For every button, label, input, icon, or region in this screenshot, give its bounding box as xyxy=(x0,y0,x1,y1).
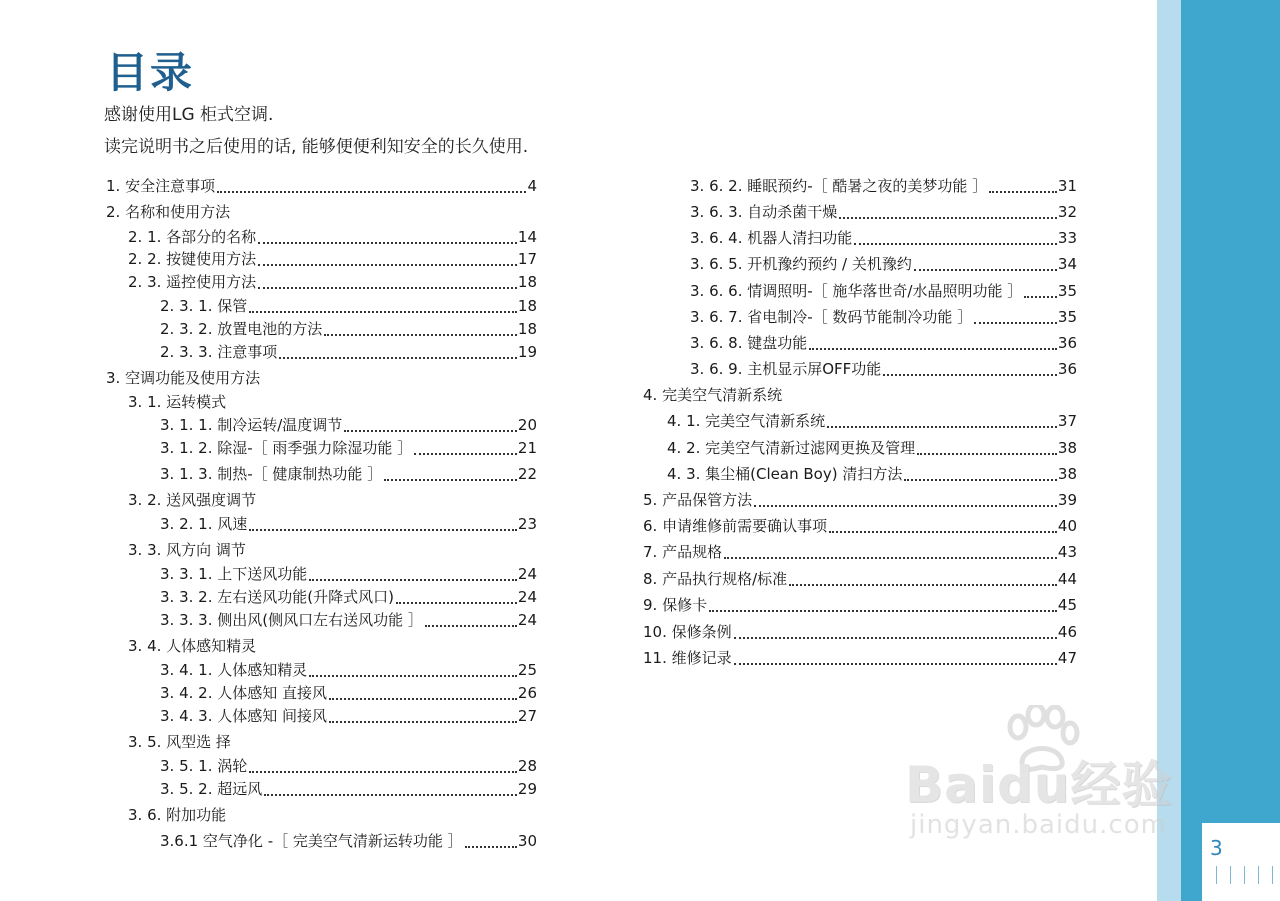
toc-entry xyxy=(160,415,537,435)
toc-entry-label: 3. 4. 1. 人体感知精灵 xyxy=(160,661,308,679)
toc-entry xyxy=(160,660,537,680)
toc-entry-label: 5. 产品保管方法 xyxy=(643,491,753,509)
toc-entry xyxy=(106,202,230,222)
toc-leader-dots xyxy=(734,663,1057,665)
toc-entry xyxy=(160,587,537,607)
toc-leader-dots xyxy=(883,374,1057,376)
toc-leader-dots xyxy=(724,557,1057,559)
toc-leader-dots xyxy=(709,610,1057,612)
toc-entry-label: 3. 5. 2. 超远风 xyxy=(160,780,263,798)
toc-entry-label: 3. 3. 风方向 调节 xyxy=(128,541,246,559)
toc-entry-page: 19 xyxy=(517,343,537,361)
toc-entry-page: 20 xyxy=(517,416,537,434)
toc-leader-dots xyxy=(854,243,1057,245)
toc-entry-label: 6. 申请维修前需要确认事项 xyxy=(643,517,828,535)
toc-leader-dots xyxy=(258,264,517,266)
toc-entry xyxy=(690,307,1077,327)
toc-entry-label: 3.6.1 空气净化 -［ 完美空气清新运转功能 ］ xyxy=(160,832,463,850)
toc-entry-label: 1. 安全注意事项 xyxy=(106,177,216,195)
toc-entry-label: 2. 3. 2. 放置电池的方法 xyxy=(160,320,323,338)
toc-entry-label: 3. 2. 送风强度调节 xyxy=(128,491,257,509)
toc-entry xyxy=(690,281,1077,301)
toc-entry-page: 22 xyxy=(517,465,537,483)
toc-entry-page: 27 xyxy=(517,707,537,725)
toc-entry-label: 3. 1. 3. 制热-［ 健康制热功能 ］ xyxy=(160,465,383,483)
toc-entry xyxy=(160,342,537,362)
toc-leader-dots xyxy=(324,334,517,336)
toc-entry xyxy=(690,202,1077,222)
toc-entry xyxy=(690,359,1077,379)
toc-leader-dots xyxy=(264,794,517,796)
toc-entry-label: 4. 1. 完美空气清新系统 xyxy=(667,412,826,430)
toc-entry xyxy=(160,756,537,776)
toc-entry xyxy=(643,516,1077,536)
toc-leader-dots xyxy=(1024,296,1057,298)
toc-entry-page: 24 xyxy=(517,565,537,583)
toc-entry xyxy=(690,228,1077,248)
toc-entry-page: 17 xyxy=(517,250,537,268)
toc-entry-label: 3. 5. 1. 涡轮 xyxy=(160,757,248,775)
toc-leader-dots xyxy=(754,505,1057,507)
toc-entry-label: 3. 6. 5. 开机豫约预约 / 关机豫约 xyxy=(690,255,912,273)
toc-entry xyxy=(643,385,782,405)
watermark xyxy=(905,705,1205,855)
toc-entry-label: 3. 3. 1. 上下送风功能 xyxy=(160,565,308,583)
toc-entry-page: 26 xyxy=(517,684,537,702)
toc-entry-label: 2. 3. 遥控使用方法 xyxy=(128,273,257,291)
toc-leader-dots xyxy=(414,453,517,455)
toc-leader-dots xyxy=(904,479,1057,481)
toc-entry-page: 18 xyxy=(517,320,537,338)
toc-entry-page: 38 xyxy=(1057,465,1077,483)
toc-entry-page: 4 xyxy=(527,177,537,195)
toc-entry-page: 28 xyxy=(517,757,537,775)
toc-leader-dots xyxy=(249,311,517,313)
toc-entry-label: 3. 1. 1. 制冷运转/温度调节 xyxy=(160,416,343,434)
toc-leader-dots xyxy=(989,191,1057,193)
toc-leader-dots xyxy=(789,584,1057,586)
toc-leader-dots xyxy=(309,675,517,677)
toc-entry-label: 3. 2. 1. 风速 xyxy=(160,515,248,533)
toc-entry xyxy=(128,732,231,752)
toc-leader-dots xyxy=(914,269,1057,271)
toc-entry-page: 37 xyxy=(1057,412,1077,430)
toc-leader-dots xyxy=(258,287,517,289)
toc-entry-label: 3. 3. 2. 左右送风功能(升降式风口) xyxy=(160,588,394,606)
toc-entry xyxy=(160,831,537,851)
toc-leader-dots xyxy=(329,721,517,723)
toc-entry-label: 2. 1. 各部分的名称 xyxy=(128,228,257,246)
toc-entry-page: 18 xyxy=(517,273,537,291)
toc-entry-label: 3. 5. 风型选 择 xyxy=(128,733,231,751)
toc-entry xyxy=(160,706,537,726)
toc-entry xyxy=(643,595,1077,615)
toc-entry xyxy=(160,296,537,316)
toc-entry xyxy=(128,805,226,825)
toc-entry-page: 47 xyxy=(1057,649,1077,667)
toc-leader-dots xyxy=(809,348,1057,350)
toc-leader-dots xyxy=(217,191,526,193)
toc-entry-page: 35 xyxy=(1057,308,1077,326)
toc-entry-page: 14 xyxy=(517,228,537,246)
toc-leader-dots xyxy=(425,625,517,627)
toc-entry xyxy=(643,490,1077,510)
toc-entry-label: 3. 4. 3. 人体感知 间接风 xyxy=(160,707,328,725)
toc-leader-dots xyxy=(917,453,1057,455)
toc-entry-page: 45 xyxy=(1057,596,1077,614)
toc-entry-label: 3. 空调功能及使用方法 xyxy=(106,369,261,387)
toc-entry xyxy=(160,319,537,339)
toc-entry-label: 3. 1. 2. 除湿-［ 雨季强力除湿功能 ］ xyxy=(160,439,413,457)
toc-leader-dots xyxy=(396,602,517,604)
page-ruler-ticks xyxy=(1214,866,1280,886)
toc-entry xyxy=(690,254,1077,274)
toc-entry-page: 21 xyxy=(517,439,537,457)
toc-entry xyxy=(128,636,256,656)
toc-entry-label: 3. 6. 7. 省电制冷-［ 数码节能制冷功能 ］ xyxy=(690,308,973,326)
intro-line-2: 读完说明书之后使用的话, 能够便便利知安全的长久使用. xyxy=(104,137,529,157)
toc-leader-dots xyxy=(839,217,1057,219)
toc-entry-page: 30 xyxy=(517,832,537,850)
toc-entry-page: 43 xyxy=(1057,543,1077,561)
toc-entry xyxy=(128,392,226,412)
toc-entry-page: 44 xyxy=(1057,570,1077,588)
toc-entry xyxy=(160,564,537,584)
toc-leader-dots xyxy=(974,322,1057,324)
watermark-brand: Baidu经验 xyxy=(905,756,1173,814)
toc-entry-label: 2. 3. 1. 保管 xyxy=(160,297,248,315)
toc-entry-label: 4. 3. 集尘桶(Clean Boy) 清扫方法 xyxy=(667,465,903,483)
toc-leader-dots xyxy=(384,479,517,481)
toc-entry xyxy=(667,411,1077,431)
toc-entry-label: 3. 6. 6. 情调照明-［ 施华落世奇/水晶照明功能 ］ xyxy=(690,282,1023,300)
toc-leader-dots xyxy=(258,242,517,244)
toc-entry-page: 35 xyxy=(1057,282,1077,300)
toc-entry-label: 2. 名称和使用方法 xyxy=(106,203,231,221)
toc-entry xyxy=(643,542,1077,562)
toc-entry xyxy=(643,648,1077,668)
toc-entry xyxy=(690,176,1077,196)
toc-leader-dots xyxy=(329,698,517,700)
toc-entry xyxy=(160,683,537,703)
toc-entry xyxy=(643,622,1077,642)
toc-entry-label: 7. 产品规格 xyxy=(643,543,723,561)
toc-entry xyxy=(128,227,537,247)
toc-entry-page: 36 xyxy=(1057,360,1077,378)
toc-entry xyxy=(160,610,537,630)
toc-entry-label: 4. 完美空气清新系统 xyxy=(643,386,783,404)
toc-entry-page: 33 xyxy=(1057,229,1077,247)
toc-entry-page: 31 xyxy=(1057,177,1077,195)
toc-entry xyxy=(128,272,537,292)
toc-entry xyxy=(106,176,537,196)
toc-entry xyxy=(667,464,1077,484)
toc-leader-dots xyxy=(829,531,1057,533)
toc-entry xyxy=(128,490,256,510)
page-title: 目录 xyxy=(106,48,195,97)
toc-entry xyxy=(160,464,537,484)
page-number: 3 xyxy=(1210,836,1223,860)
toc-entry-page: 34 xyxy=(1057,255,1077,273)
toc-entry xyxy=(643,569,1077,589)
toc-entry xyxy=(160,438,537,458)
intro-line-1: 感谢使用LG 柜式空调. xyxy=(104,105,274,125)
page-number-box xyxy=(1202,823,1280,901)
toc-entry-label: 3. 6. 4. 机器人清扫功能 xyxy=(690,229,853,247)
toc-entry-page: 23 xyxy=(517,515,537,533)
toc-entry-page: 25 xyxy=(517,661,537,679)
toc-leader-dots xyxy=(344,430,517,432)
toc-entry-label: 3. 4. 2. 人体感知 直接风 xyxy=(160,684,328,702)
toc-entry xyxy=(160,514,537,534)
toc-entry-label: 2. 2. 按键使用方法 xyxy=(128,250,257,268)
toc-entry-label: 3. 6. 2. 睡眠预约-［ 酷暑之夜的美梦功能 ］ xyxy=(690,177,988,195)
toc-leader-dots xyxy=(734,637,1057,639)
toc-entry-page: 29 xyxy=(517,780,537,798)
toc-entry-page: 36 xyxy=(1057,334,1077,352)
toc-entry-page: 46 xyxy=(1057,623,1077,641)
toc-entry-label: 4. 2. 完美空气清新过滤网更换及管理 xyxy=(667,439,916,457)
toc-entry xyxy=(128,249,537,269)
toc-leader-dots xyxy=(309,579,517,581)
toc-leader-dots xyxy=(279,357,517,359)
toc-entry-label: 11. 维修记录 xyxy=(643,649,732,667)
toc-entry-page: 18 xyxy=(517,297,537,315)
toc-entry-label: 3. 6. 附加功能 xyxy=(128,806,227,824)
toc-entry-page: 40 xyxy=(1057,517,1077,535)
toc-entry-label: 9. 保修卡 xyxy=(643,596,708,614)
toc-entry-label: 8. 产品执行规格/标准 xyxy=(643,570,788,588)
toc-entry xyxy=(667,438,1077,458)
toc-entry-label: 3. 3. 3. 侧出风(侧风口左右送风功能 ］ xyxy=(160,611,423,629)
watermark-url: jingyan.baidu.com xyxy=(910,810,1167,840)
toc-entry-label: 3. 6. 9. 主机显示屏OFF功能 xyxy=(690,360,882,378)
toc-entry-label: 3. 1. 运转模式 xyxy=(128,393,227,411)
toc-entry-label: 3. 6. 3. 自动杀菌干燥 xyxy=(690,203,838,221)
toc-entry-page: 24 xyxy=(517,611,537,629)
toc-leader-dots xyxy=(249,771,517,773)
toc-entry-label: 10. 保修条例 xyxy=(643,623,732,641)
toc-entry xyxy=(128,540,246,560)
toc-entry-page: 38 xyxy=(1057,439,1077,457)
toc-entry xyxy=(106,368,260,388)
toc-leader-dots xyxy=(249,529,517,531)
toc-entry-page: 39 xyxy=(1057,491,1077,509)
toc-entry-label: 3. 6. 8. 键盘功能 xyxy=(690,334,808,352)
toc-entry xyxy=(690,333,1077,353)
toc-entry-label: 3. 4. 人体感知精灵 xyxy=(128,637,257,655)
toc-leader-dots xyxy=(465,846,517,848)
toc-leader-dots xyxy=(827,426,1057,428)
toc-entry-page: 32 xyxy=(1057,203,1077,221)
toc-entry-label: 2. 3. 3. 注意事项 xyxy=(160,343,278,361)
toc-entry-page: 24 xyxy=(517,588,537,606)
toc-entry xyxy=(160,779,537,799)
